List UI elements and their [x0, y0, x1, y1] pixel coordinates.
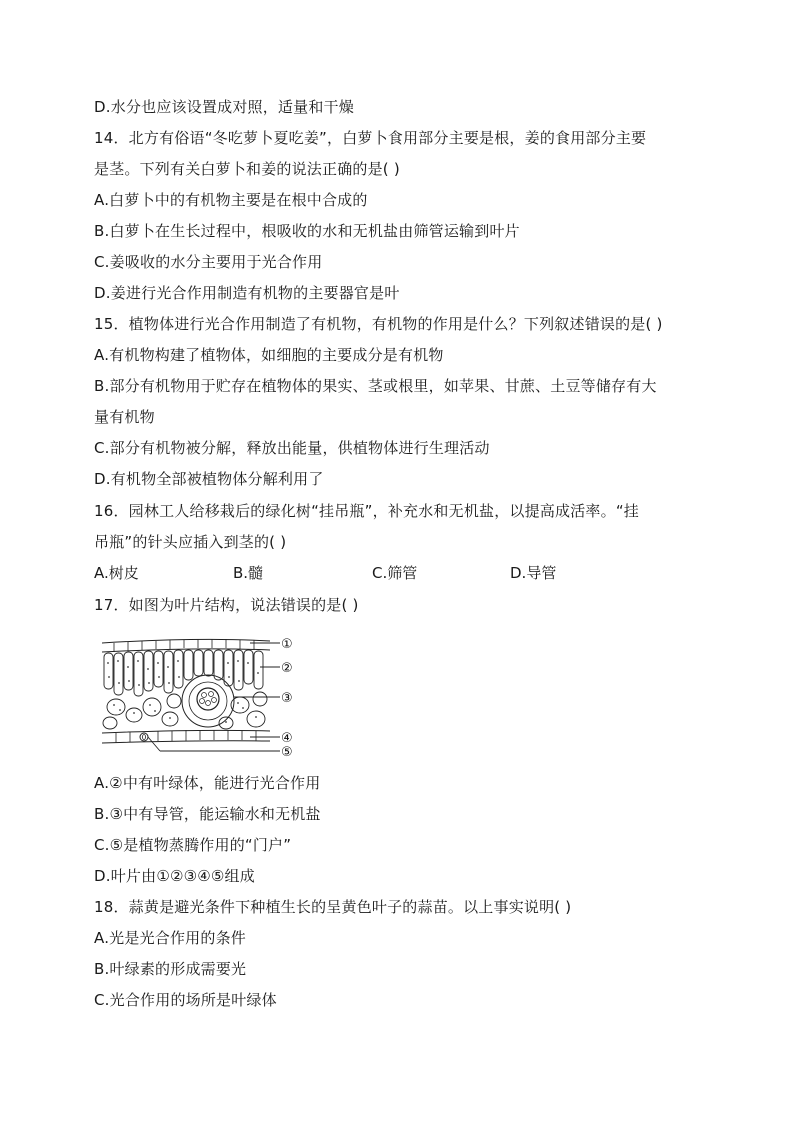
label-3: ③	[281, 691, 293, 706]
q16-option-d: D.导管	[510, 564, 557, 582]
q16-option-a: A.树皮	[94, 564, 139, 582]
q14-option-b: B.白萝卜在生长过程中，根吸收的水和无机盐由筛管运输到叶片	[94, 222, 520, 240]
q15-option-b-line1: B.部分有机物用于贮存在植物体的果实、茎或根里，如苹果、甘蔗、土豆等储存有大	[94, 377, 657, 395]
q15-option-a: A.有机物构建了植物体，如细胞的主要成分是有机物	[94, 346, 444, 364]
q14-stem-line1: 14．北方有俗语“冬吃萝卜夏吃姜”，白萝卜食用部分主要是根，姜的食用部分主要	[94, 129, 647, 147]
q17-stem: 17．如图为叶片结构，说法错误的是( )	[94, 596, 359, 614]
label-4: ④	[281, 731, 293, 746]
q17-option-c: C.⑤是植物蒸腾作用的“门户”	[94, 836, 292, 854]
q15-option-c: C.部分有机物被分解，释放出能量，供植物体进行生理活动	[94, 439, 490, 457]
q18-stem: 18．蒜黄是避光条件下种植生长的呈黄色叶子的蒜苗。以上事实说明( )	[94, 898, 572, 916]
q16-stem-line2: 吊瓶”的针头应插入到茎的( )	[94, 533, 287, 551]
q13-option-d: D.水分也应该设置成对照，适量和干燥	[94, 98, 354, 116]
q15-option-b-line2: 量有机物	[94, 408, 155, 426]
q17-option-d: D.叶片由①②③④⑤组成	[94, 867, 255, 885]
q16-option-c: C.筛管	[372, 564, 418, 582]
leaf-structure-figure	[100, 633, 300, 761]
q16-option-b: B.髓	[233, 564, 264, 582]
q18-option-b: B.叶绿素的形成需要光	[94, 960, 247, 978]
q14-option-a: A.白萝卜中的有机物主要是在根中合成的	[94, 191, 368, 209]
q18-option-a: A.光是光合作用的条件	[94, 929, 246, 947]
q18-option-c: C.光合作用的场所是叶绿体	[94, 991, 277, 1009]
q17-option-b: B.③中有导管，能运输水和无机盐	[94, 805, 321, 823]
q17-option-a: A.②中有叶绿体，能进行光合作用	[94, 774, 321, 792]
leaf-diagram	[100, 633, 300, 761]
q14-option-d: D.姜进行光合作用制造有机物的主要器官是叶	[94, 284, 400, 302]
q16-stem-line1: 16．园林工人给移栽后的绿化树“挂吊瓶”，补充水和无机盐，以提高成活率。“挂	[94, 502, 640, 520]
q14-option-c: C.姜吸收的水分主要用于光合作用	[94, 253, 323, 271]
label-5: ⑤	[281, 745, 293, 760]
q15-option-d: D.有机物全部被植物体分解利用了	[94, 470, 324, 488]
label-2: ②	[281, 661, 293, 676]
label-1: ①	[281, 637, 293, 652]
q15-stem: 15．植物体进行光合作用制造了有机物，有机物的作用是什么？下列叙述错误的是( )	[94, 315, 663, 333]
q14-stem-line2: 是茎。下列有关白萝卜和姜的说法正确的是( )	[94, 160, 400, 178]
